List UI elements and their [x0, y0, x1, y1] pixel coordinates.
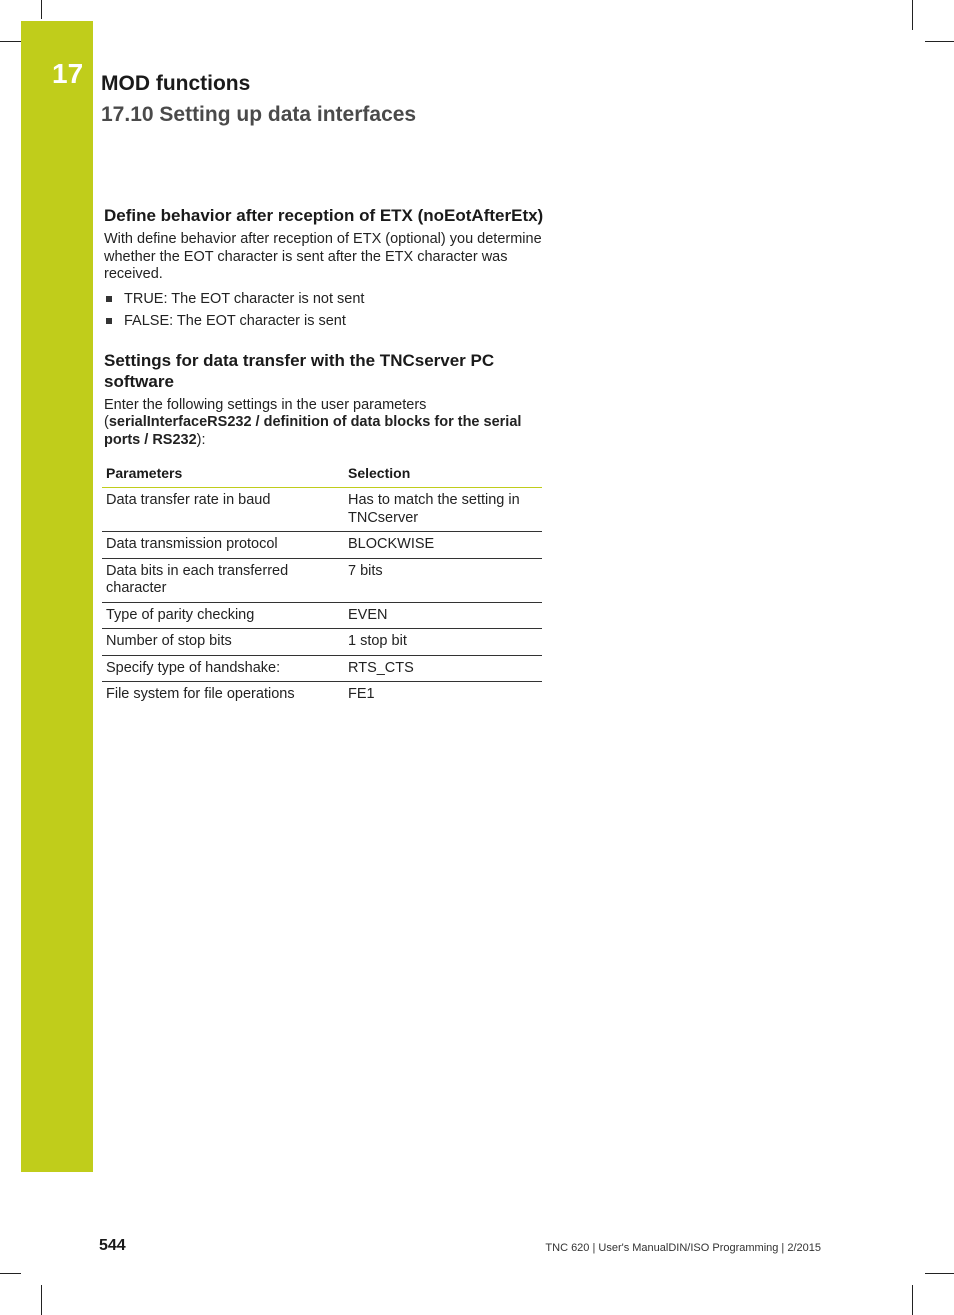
crop-mark [0, 41, 21, 42]
table-cell: Data bits in each transferred character [102, 558, 344, 602]
table-cell: RTS_CTS [344, 655, 542, 682]
table-row [102, 558, 542, 602]
table-cell: Specify type of handshake: [102, 655, 344, 682]
table-row [102, 532, 542, 559]
column-header-selection: Selection [344, 457, 542, 488]
chapter-number: 17 [52, 58, 84, 89]
table-cell: EVEN [344, 602, 542, 629]
section2 [104, 350, 544, 708]
table-row [102, 682, 542, 708]
table-cell: Type of parity checking [102, 602, 344, 629]
table-cell: 7 bits [344, 558, 542, 602]
table-row [102, 602, 542, 629]
column-header-parameters: Parameters [102, 457, 344, 488]
table-cell: Has to match the setting in TNCserver [344, 488, 542, 532]
crop-mark [0, 1273, 21, 1274]
bullet-square-icon [106, 318, 112, 324]
bullet-square-icon [106, 296, 112, 302]
table-cell: Data transmission protocol [102, 532, 344, 559]
table-header-row [102, 457, 542, 488]
crop-mark [912, 0, 913, 30]
crop-mark [912, 1285, 913, 1315]
chapter-sidebar [21, 21, 93, 1172]
table-cell: 1 stop bit [344, 629, 542, 656]
table-cell: BLOCKWISE [344, 532, 542, 559]
table-cell: FE1 [348, 686, 375, 702]
parameter-path: serialInterfaceRS232 / definition of data blocks for the serial ports / RS232 [104, 414, 522, 448]
table-cell: Number of stop bits [102, 629, 344, 656]
section1-body: With define behavior after reception of ETX (optional) you determine whether the EOT character is sent after the ETX character was received. [104, 231, 542, 282]
list-item: FALSE: The EOT character is sent [104, 310, 544, 332]
section2-intro: Enter the following settings in the user parameters (serialInterfaceRS232 / definition of data blocks for the serial ports / RS232): [104, 396, 522, 448]
chapter-title: MOD functions [101, 72, 251, 95]
section1-bullets [104, 288, 544, 332]
section2-heading: Settings for data transfer with the TNCserver PC software [104, 350, 495, 391]
table-row [102, 488, 542, 532]
section-title: 17.10 Setting up data interfaces [101, 103, 417, 126]
list-item: TRUE: The EOT character is not sent [104, 288, 544, 310]
crop-mark [41, 0, 42, 19]
section1-heading: Define behavior after reception of ETX (noEotAfterEtx) [104, 206, 544, 225]
crop-mark [925, 1273, 954, 1274]
page-number: 544 [99, 1237, 126, 1254]
crop-mark [41, 1285, 42, 1315]
table-row [102, 655, 542, 682]
table-cell: File system for file operations [106, 686, 295, 702]
main-content [104, 205, 544, 708]
footer-doc-info: TNC 620 | User's ManualDIN/ISO Programming | 2/2015 [545, 1242, 821, 1254]
crop-mark [925, 41, 954, 42]
settings-table [102, 457, 542, 708]
table-cell: Data transfer rate in baud [102, 488, 344, 532]
table-row [102, 629, 542, 656]
